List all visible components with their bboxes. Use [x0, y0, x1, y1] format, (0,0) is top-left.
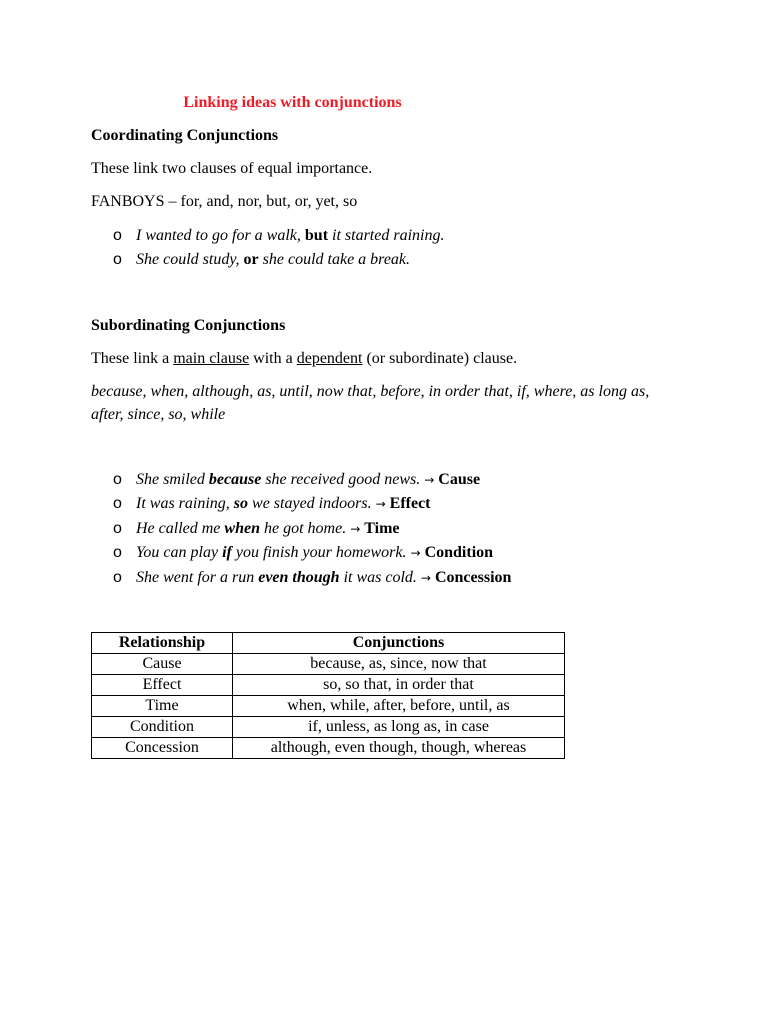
bullet-marker: o [113, 568, 122, 586]
list-item [113, 541, 511, 565]
relationship-label: Effect [389, 495, 431, 513]
arrow-icon: → [424, 473, 435, 487]
document-title: Linking ideas with conjunctions [183, 94, 402, 111]
example-keyword: if [222, 544, 232, 562]
arrow-icon: → [410, 546, 421, 561]
main-clause-term: main clause [173, 350, 250, 367]
bullet-marker: o [113, 227, 122, 244]
arrow-icon: → [420, 570, 431, 585]
example-text: She smiled [136, 471, 209, 488]
list-item [113, 248, 444, 272]
example-text: we stayed indoors. [248, 495, 376, 513]
example-text: She could study, [136, 251, 244, 268]
example-keyword: or [243, 251, 259, 268]
relationship-cell: Cause [92, 654, 233, 675]
list-item [113, 566, 511, 590]
arrow-icon: → [375, 497, 386, 512]
table-row [92, 717, 565, 738]
table-row [92, 738, 565, 759]
example-keyword: because [208, 471, 262, 488]
example-text: she received good news. [261, 471, 425, 488]
relationship-label: Cause [438, 471, 481, 488]
bullet-marker: o [113, 251, 122, 268]
conjunctions-cell: because, as, since, now that [233, 654, 565, 675]
table-row [92, 654, 565, 675]
relationship-table [91, 632, 565, 759]
example-keyword: when [224, 519, 260, 537]
conjunctions-cell: if, unless, as long as, in case [233, 717, 565, 738]
description-text: (or subordinate) clause. [362, 350, 518, 367]
arrow-icon: → [350, 521, 361, 536]
example-text: He called me [136, 519, 225, 537]
table-row [92, 675, 565, 696]
bullet-marker: o [113, 495, 122, 513]
example-text: It was raining, [136, 495, 234, 513]
subordinating-heading: Subordinating Conjunctions [91, 317, 286, 334]
subordinating-list: because, when, although, as, until, now that, before, in order that, if, where, as long as, after, since, so, while [91, 383, 650, 423]
coordinating-examples [113, 224, 444, 272]
subordinating-examples [113, 468, 511, 590]
list-item [113, 468, 511, 492]
list-item [113, 492, 511, 516]
example-text: it was cold. [339, 568, 421, 586]
table-header-row [92, 633, 565, 654]
example-keyword: but [304, 227, 329, 244]
relationship-label: Condition [424, 544, 494, 562]
description-text: with a [249, 350, 297, 367]
list-item [113, 224, 444, 248]
relationship-cell: Condition [92, 717, 233, 738]
table-row [92, 696, 565, 717]
column-header-relationship: Relationship [92, 633, 233, 654]
example-text: you finish your homework. [231, 544, 411, 562]
description-text: These link a [91, 350, 174, 367]
example-text: she could take a break. [258, 251, 411, 268]
relationship-cell: Time [92, 696, 233, 717]
example-text: She went for a run [136, 568, 259, 586]
coordinating-heading: Coordinating Conjunctions [91, 127, 279, 144]
example-text: I wanted to go for a walk, [136, 227, 305, 244]
relationship-label: Time [364, 519, 400, 537]
bullet-marker: o [113, 519, 122, 537]
bullet-marker: o [113, 471, 122, 488]
conjunctions-cell: so, so that, in order that [233, 675, 565, 696]
relationship-cell: Concession [92, 738, 233, 759]
bullet-marker: o [113, 544, 122, 562]
relationship-label: Concession [434, 568, 512, 586]
subordinating-description [91, 350, 517, 368]
column-header-conjunctions: Conjunctions [233, 633, 565, 654]
fanboys-line: FANBOYS – for, and, nor, but, or, yet, so [91, 193, 358, 210]
example-keyword: so [233, 495, 249, 513]
example-text: You can play [136, 544, 223, 562]
list-item [113, 517, 511, 541]
relationship-cell: Effect [92, 675, 233, 696]
example-text: he got home. [259, 519, 351, 537]
example-keyword: even though [258, 568, 340, 586]
conjunctions-cell: although, even though, though, whereas [233, 738, 565, 759]
dependent-term: dependent [296, 350, 363, 367]
coordinating-description: These link two clauses of equal importance. [91, 160, 373, 177]
example-text: it started raining. [328, 227, 445, 244]
conjunctions-cell: when, while, after, before, until, as [233, 696, 565, 717]
